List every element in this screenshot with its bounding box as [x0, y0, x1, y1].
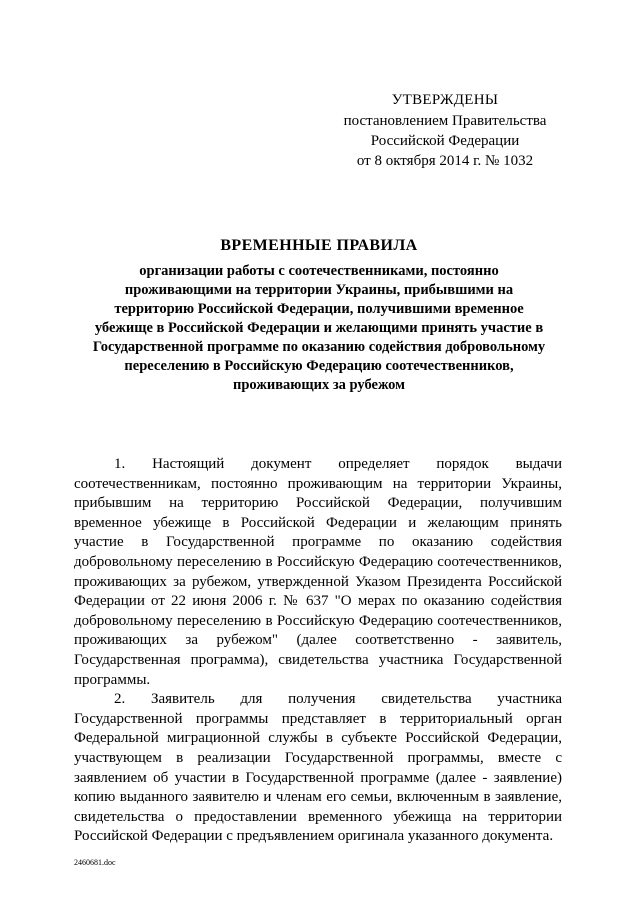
approval-line-date-number: от 8 октября 2014 г. № 1032 — [356, 153, 534, 169]
document-title-block — [78, 236, 560, 395]
paragraph-2: 2. Заявитель для получения свидетельства участника Государственной программы представляет в территориальный орган Федеральной миграционной службы в субъекте Российской Федерации, участвующем в реализации Государственной программы, вместе с заявлением об участии в Государственной программе (далее - заявление) копию выданного заявителю и членам его семьи, включенным в заявление, свидетельства о предоставлении временного убежища на территории Российской Федерации с предъявлением оригинала указанного документа. — [74, 691, 562, 845]
subtitle-line: Государственной программе по оказанию содействия добровольному — [92, 339, 546, 355]
subtitle-line: проживающих за рубежом — [233, 377, 405, 393]
subtitle-line: убежище в Российской Федерации и желающими принять участие в — [94, 320, 544, 336]
paragraph-1: 1. Настоящий документ определяет порядок выдачи соотечественникам, постоянно проживающим на территории Украины, прибывшим на территорию Российской Федерации, получившим временное убежище в Российской Федерации и желающим принять участие в Государственной программе по оказанию содействия добровольному переселению в Российскую Федерацию соотечественников, проживающих за рубежом, утвержденной Указом Президента Российской Федерации от 22 июня 2006 г. № 637 "О мерах по оказанию содействия добровольному переселению в Российскую Федерацию соотечественников, проживающих за рубежом" (далее соответственно - заявитель, Государственная программа), свидетельства участника Государственной программы. — [74, 456, 562, 688]
subtitle-line: территорию Российской Федерации, получившими временное — [114, 301, 524, 317]
approval-block — [330, 90, 560, 171]
document-body — [74, 455, 562, 847]
subtitle-line: организации работы с соотечественниками, постоянно — [139, 263, 499, 279]
approval-line-government: Российской Федерации — [370, 133, 520, 149]
file-code: 2460681.doc — [74, 858, 116, 867]
document-subtitle — [78, 262, 560, 395]
document-title: ВРЕМЕННЫЕ ПРАВИЛА — [220, 237, 418, 254]
subtitle-line: переселению в Российскую Федерацию соотечественников, — [124, 358, 514, 374]
approval-line-decree: постановлением Правительства — [343, 113, 547, 129]
approval-heading: УТВЕРЖДЕНЫ — [391, 92, 499, 108]
subtitle-line: проживающими на территории Украины, прибывшими на — [124, 282, 514, 298]
